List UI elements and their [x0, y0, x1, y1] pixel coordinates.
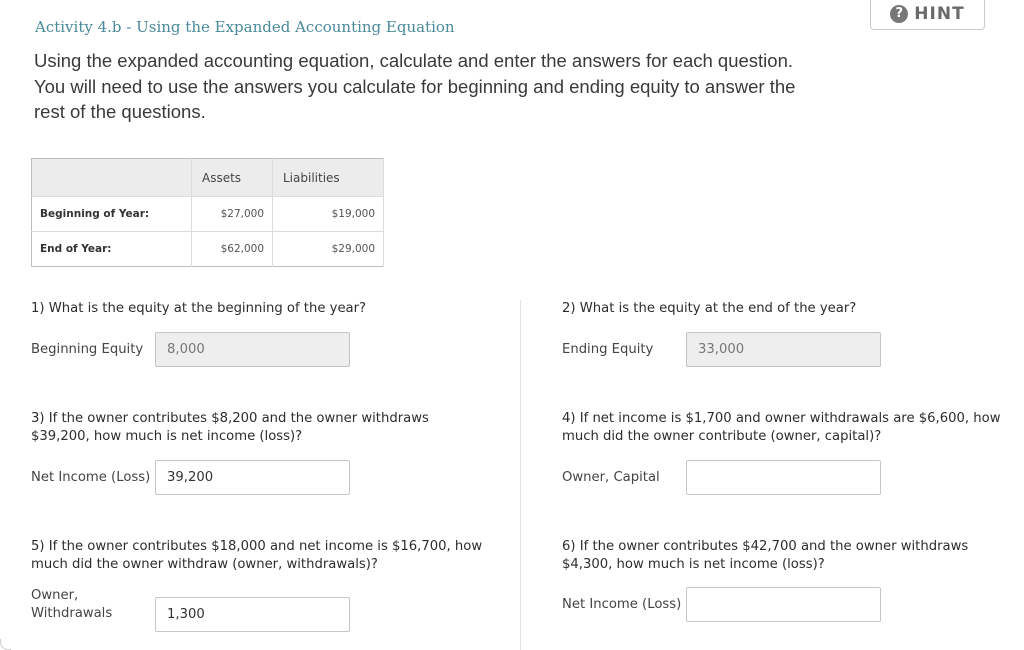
row-label: End of Year:: [32, 232, 192, 267]
question-6-text: 6) If the owner contributes $42,700 and the owner withdraws $4,300, how much is net income (loss)?: [562, 539, 969, 572]
beginning-equity-input[interactable]: [155, 332, 350, 367]
table-header-blank: [32, 159, 192, 197]
question-circle-icon: ?: [890, 5, 908, 23]
liabilities-cell: $19,000: [273, 197, 384, 232]
assets-cell: $62,000: [192, 232, 273, 267]
net-income-input-2[interactable]: [686, 587, 881, 622]
owner-capital-input[interactable]: [686, 460, 881, 495]
net-income-input[interactable]: [155, 460, 350, 495]
net-income-label-2: Net Income (Loss): [562, 597, 682, 612]
owner-withdrawals-input[interactable]: [155, 597, 350, 632]
net-income-label: Net Income (Loss): [31, 470, 151, 485]
balance-table: [31, 158, 384, 267]
liabilities-cell: $29,000: [273, 232, 384, 267]
hint-label: HINT: [914, 3, 965, 24]
table-header-liabilities: Liabilities: [273, 159, 384, 197]
ending-equity-input[interactable]: [686, 332, 881, 367]
panel-corner: [0, 639, 11, 650]
hint-button[interactable]: [870, 0, 985, 30]
question-1-text: 1) What is the equity at the beginning of the year?: [31, 301, 367, 316]
question-5-text: 5) If the owner contributes $18,000 and net income is $16,700, how much did the owner withdraw (owner, withdrawals)?: [31, 539, 483, 572]
owner-withdrawals-label: Owner, Withdrawals: [31, 588, 113, 621]
question-4-text: 4) If net income is $1,700 and owner withdrawals are $6,600, how much did the owner contribute (owner, capital)?: [562, 411, 1001, 444]
row-label: Beginning of Year:: [32, 197, 192, 232]
question-2-text: 2) What is the equity at the end of the year?: [562, 301, 857, 316]
owner-capital-label: Owner, Capital: [562, 470, 660, 485]
beginning-equity-label: Beginning Equity: [31, 342, 144, 357]
ending-equity-label: Ending Equity: [562, 342, 654, 357]
table-header-row: [32, 159, 384, 197]
table-header-assets: Assets: [192, 159, 273, 197]
question-3-text: 3) If the owner contributes $8,200 and the owner withdraws $39,200, how much is net income (loss)?: [31, 411, 429, 444]
column-divider: [520, 300, 521, 650]
instructions-text: Using the expanded accounting equation, calculate and enter the answers for each question. You will need to use the answers you calculate for beginning and ending equity to answer the rest of the questions.: [34, 50, 796, 122]
table-row: [32, 197, 384, 232]
activity-title: Activity 4.b - Using the Expanded Accounting Equation: [35, 18, 455, 36]
table-row: [32, 232, 384, 267]
assets-cell: $27,000: [192, 197, 273, 232]
